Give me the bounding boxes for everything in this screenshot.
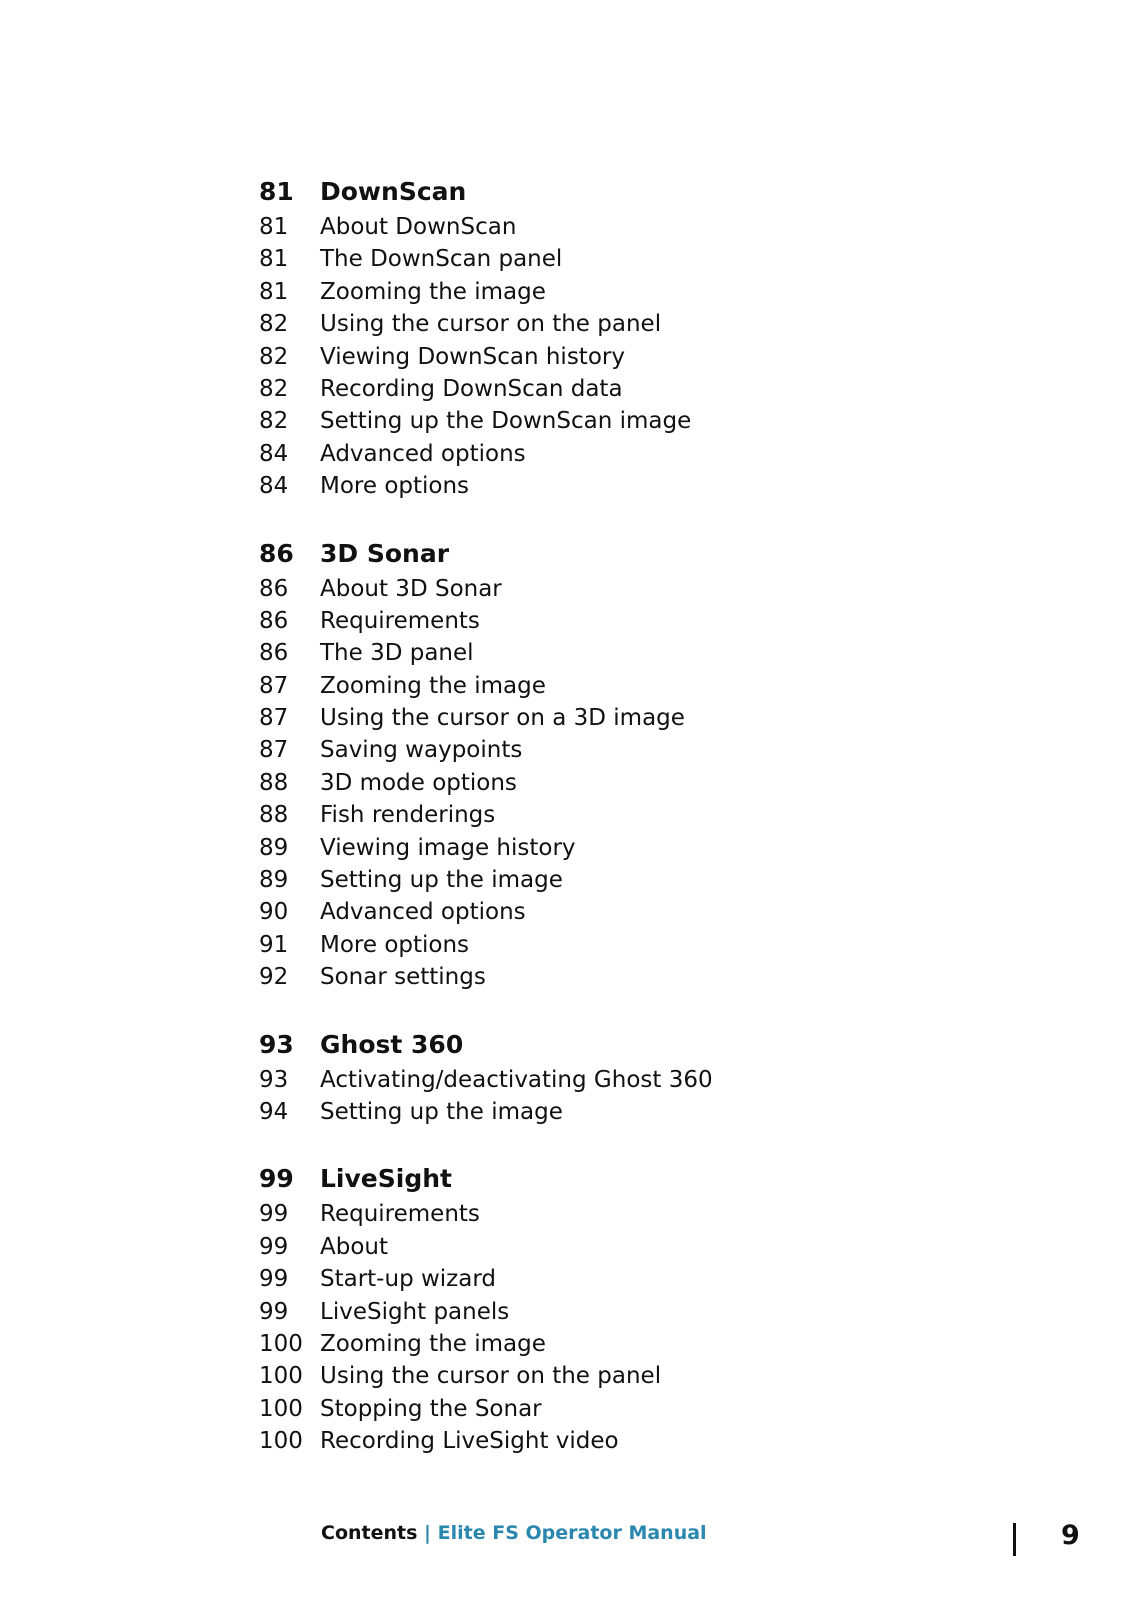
entry-title: Setting up the DownScan image <box>320 408 692 435</box>
entry-page-number: 87 <box>259 705 289 732</box>
entry-page-number: 100 <box>259 1428 303 1455</box>
toc-chapter <box>259 173 1019 503</box>
toc-entry[interactable] <box>259 605 1019 637</box>
page-number-divider <box>1013 1523 1016 1556</box>
entry-page-number: 82 <box>259 375 289 402</box>
toc-entry[interactable] <box>259 767 1019 799</box>
entry-title: Recording DownScan data <box>320 375 623 402</box>
entry-title: Using the cursor on the panel <box>320 1363 662 1390</box>
toc-entry[interactable] <box>259 1231 1019 1263</box>
entry-page-number: 81 <box>259 278 289 305</box>
chapter-page-number: 86 <box>259 538 294 568</box>
entry-page-number: 90 <box>259 899 289 926</box>
page-number: 9 <box>1061 1520 1080 1551</box>
toc-entry[interactable] <box>259 211 1019 243</box>
entry-title: Start-up wizard <box>320 1266 496 1293</box>
toc-entry[interactable] <box>259 373 1019 405</box>
chapter-title: 3D Sonar <box>320 538 450 568</box>
entry-page-number: 86 <box>259 575 289 602</box>
entry-page-number: 99 <box>259 1266 289 1293</box>
entry-page-number: 89 <box>259 867 289 894</box>
chapter-page-number: 99 <box>259 1164 294 1194</box>
chapter-page-number: 93 <box>259 1029 294 1059</box>
toc-chapter-heading[interactable] <box>259 1026 1019 1064</box>
entry-title: Recording LiveSight video <box>320 1428 619 1455</box>
entry-page-number: 84 <box>259 473 289 500</box>
entry-page-number: 89 <box>259 834 289 861</box>
entry-page-number: 87 <box>259 737 289 764</box>
entry-title: Sonar settings <box>320 964 486 991</box>
toc-entry[interactable] <box>259 734 1019 766</box>
toc-entry[interactable] <box>259 670 1019 702</box>
entry-page-number: 100 <box>259 1330 303 1357</box>
entry-page-number: 99 <box>259 1298 289 1325</box>
toc-entry[interactable] <box>259 1064 1019 1096</box>
entry-title: Setting up the image <box>320 867 563 894</box>
chapter-title: Ghost 360 <box>320 1029 464 1059</box>
toc-entry[interactable] <box>259 405 1019 437</box>
entry-title: Advanced options <box>320 899 526 926</box>
toc-entry[interactable] <box>259 341 1019 373</box>
toc-entry[interactable] <box>259 864 1019 896</box>
entry-title: Advanced options <box>320 440 526 467</box>
entry-title: 3D mode options <box>320 769 517 796</box>
entry-page-number: 100 <box>259 1395 303 1422</box>
toc-entry[interactable] <box>259 1198 1019 1230</box>
entry-page-number: 92 <box>259 964 289 991</box>
toc-entry[interactable] <box>259 896 1019 928</box>
toc-chapter-heading[interactable] <box>259 535 1019 573</box>
toc-entry[interactable] <box>259 573 1019 605</box>
entry-title: The DownScan panel <box>320 246 563 273</box>
footer-separator: | <box>424 1522 431 1544</box>
table-of-contents <box>259 173 1019 1458</box>
entry-title: Stopping the Sonar <box>320 1395 542 1422</box>
entry-title: Activating/deactivating Ghost 360 <box>320 1066 713 1093</box>
toc-entry[interactable] <box>259 961 1019 993</box>
entry-page-number: 81 <box>259 246 289 273</box>
toc-chapter-heading[interactable] <box>259 173 1019 211</box>
entry-title: Viewing DownScan history <box>320 343 625 370</box>
entry-page-number: 94 <box>259 1098 289 1125</box>
chapter-title: DownScan <box>320 177 467 206</box>
chapter-page-number: 81 <box>259 177 294 206</box>
toc-entry[interactable] <box>259 308 1019 340</box>
toc-chapter <box>259 535 1019 994</box>
entry-page-number: 88 <box>259 802 289 829</box>
page-footer <box>321 1522 707 1544</box>
entry-title: Using the cursor on the panel <box>320 311 662 338</box>
toc-entry[interactable] <box>259 1393 1019 1425</box>
entry-title: Using the cursor on a 3D image <box>320 705 685 732</box>
toc-entry[interactable] <box>259 1360 1019 1392</box>
entry-title: LiveSight panels <box>320 1298 510 1325</box>
entry-title: About <box>320 1233 389 1260</box>
toc-entry[interactable] <box>259 1263 1019 1295</box>
entry-title: Requirements <box>320 1201 480 1228</box>
entry-page-number: 86 <box>259 640 289 667</box>
toc-entry[interactable] <box>259 1328 1019 1360</box>
entry-title: More options <box>320 473 470 500</box>
toc-entry[interactable] <box>259 243 1019 275</box>
entry-title: About 3D Sonar <box>320 575 502 602</box>
footer-manual-title: Elite FS Operator Manual <box>437 1522 707 1544</box>
toc-chapter <box>259 1026 1019 1129</box>
toc-entry[interactable] <box>259 1296 1019 1328</box>
toc-entry[interactable] <box>259 438 1019 470</box>
entry-page-number: 82 <box>259 311 289 338</box>
toc-chapter <box>259 1160 1019 1457</box>
entry-page-number: 99 <box>259 1233 289 1260</box>
entry-page-number: 99 <box>259 1201 289 1228</box>
entry-page-number: 84 <box>259 440 289 467</box>
entry-title: Setting up the image <box>320 1098 563 1125</box>
entry-title: Fish renderings <box>320 802 496 829</box>
footer-section-label: Contents <box>321 1522 418 1544</box>
entry-page-number: 88 <box>259 769 289 796</box>
entry-title: The 3D panel <box>320 640 474 667</box>
toc-entry[interactable] <box>259 799 1019 831</box>
entry-title: Zooming the image <box>320 672 546 699</box>
toc-entry[interactable] <box>259 276 1019 308</box>
toc-entry[interactable] <box>259 1425 1019 1457</box>
entry-title: More options <box>320 931 470 958</box>
toc-entry[interactable] <box>259 1096 1019 1128</box>
entry-page-number: 100 <box>259 1363 303 1390</box>
entry-title: Zooming the image <box>320 1330 546 1357</box>
toc-entry[interactable] <box>259 470 1019 502</box>
entry-page-number: 91 <box>259 931 289 958</box>
entry-page-number: 87 <box>259 672 289 699</box>
toc-entry[interactable] <box>259 832 1019 864</box>
entry-title: Viewing image history <box>320 834 576 861</box>
entry-page-number: 93 <box>259 1066 289 1093</box>
entry-title: Saving waypoints <box>320 737 523 764</box>
toc-entry[interactable] <box>259 702 1019 734</box>
chapter-title: LiveSight <box>320 1164 452 1194</box>
entry-page-number: 82 <box>259 408 289 435</box>
entry-title: About DownScan <box>320 214 517 240</box>
entry-page-number: 81 <box>259 214 289 240</box>
entry-title: Requirements <box>320 607 480 634</box>
entry-title: Zooming the image <box>320 278 546 305</box>
toc-entry[interactable] <box>259 637 1019 669</box>
entry-page-number: 86 <box>259 607 289 634</box>
entry-page-number: 82 <box>259 343 289 370</box>
toc-chapter-heading[interactable] <box>259 1160 1019 1198</box>
toc-entry[interactable] <box>259 929 1019 961</box>
